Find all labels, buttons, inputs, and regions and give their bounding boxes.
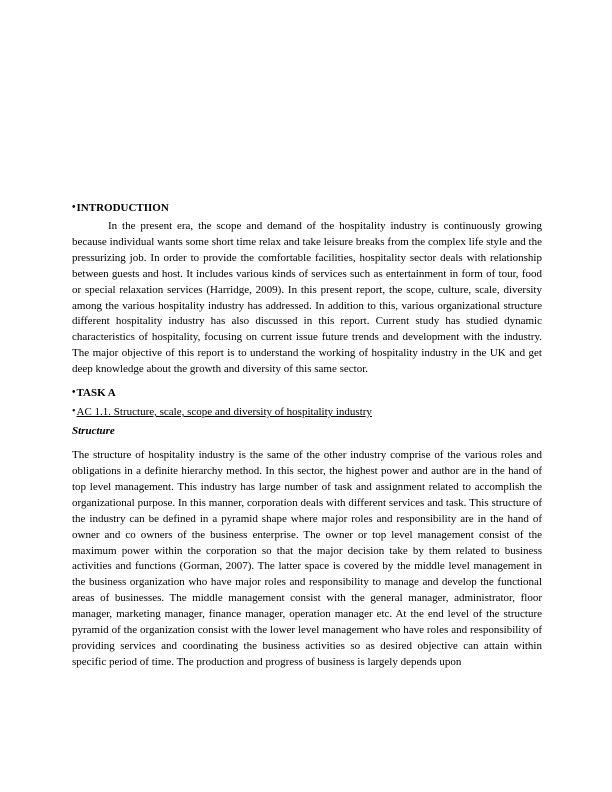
structure-title: Structure [72,425,115,438]
task-a-heading-text: TASK A [76,387,116,400]
bullet-icon: • [72,202,76,213]
bullet-icon: • [72,387,76,399]
ac-subheading [72,404,542,420]
ac-subheading-text: AC 1.1. Structure, scale, scope and diversity of hospitality industry [76,406,372,419]
introduction-heading [72,200,542,216]
page-content [72,200,542,671]
bullet-icon: • [72,406,76,418]
structure-paragraph: The structure of hospitality industry is the same of the other industry comprise of the various roles and obligations in a definite hierarchy method. In this sector, the highest power and author are in the hand of top level management. This industry has large number of task and assignment related to accomplish the organizational purpose. In this manner, corporation deals with different services and task. This structure of the industry can be defined in a pyramid shape where major roles and responsibility are in the hand of owner and co owners of the business enterprise. The owner or top level management consist of the maximum power within the corporation so that the major decision take by them related to business activities and functions (Gorman, 2007). The latter space is covered by the middle level management in the business organization who have major roles and responsibility to manage and develop the functional areas of businesses. The middle management consist with the general manager, administrator, floor manager, marketing manager, finance manager, operation manager etc. At the end level of the structure pyramid of the organization consist with the lower level management who have roles and responsibility of providing services and coordinating the business activities so as desired objective can attain within specific period of time. The production and progress of business is largely depends upon [72,449,542,668]
introduction-paragraph: In the present era, the scope and demand of the hospitality industry is continuously growing because individual wants some short time relax and take leisure breaks from the complex life style and the pressurizing job. In order to provide the comfortable facilities, hospitality sector deals with relationship between guests and host. It includes various kinds of services such as entertainment in form of tour, food or special relaxation services (Harridge, 2009). In this present report, the scope, culture, scale, diversity among the various hospitality industry has addressed. In addition to this, various organizational structure different hospitality industry has also discussed in this report. Current study has studied dynamic characteristics of hospitality, focusing on current issue future trends and development with the industry. The major objective of this report is to understand the working of hospitality industry in the UK and get deep knowledge about the growth and diversity of this same sector. [72,220,542,376]
task-a-heading [72,385,542,401]
introduction-heading-text: INTRODUCTIION [76,202,169,214]
